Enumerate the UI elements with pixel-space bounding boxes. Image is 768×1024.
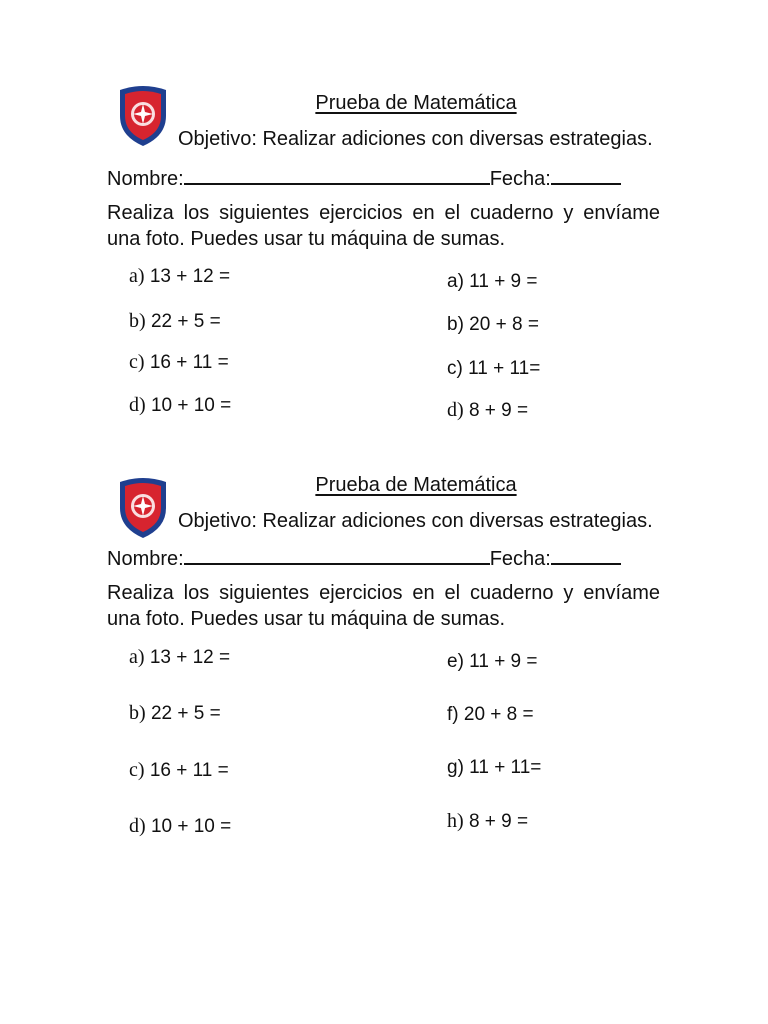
test-title: Prueba de Matemática [315, 474, 517, 496]
exercise-right-1: e) 11 + 9 = [447, 651, 538, 672]
name-blank[interactable] [184, 165, 490, 185]
name-label: Nombre: [107, 548, 184, 570]
exercise-right-1: a) 11 + 9 = [447, 271, 538, 292]
exercise-right-2: f) 20 + 8 = [447, 704, 534, 725]
exercise-left-1: a) 13 + 12 = [129, 265, 231, 287]
exercise-left-2: b) 22 + 5 = [129, 310, 221, 332]
exercise-left-2: b) 22 + 5 = [129, 702, 221, 724]
exercise-left-4: d) 10 + 10 = [129, 815, 232, 837]
name-date-line [107, 165, 621, 191]
objective-text: Objetivo: Realizar adiciones con diversas estrategias. [178, 128, 653, 150]
name-date-line [107, 545, 621, 571]
exercise-left-4: d) 10 + 10 = [129, 394, 232, 416]
exercise-left-1: a) 13 + 12 = [129, 646, 231, 668]
test-title: Prueba de Matemática [315, 92, 517, 114]
exercise-right-4: h) 8 + 9 = [447, 810, 529, 832]
exercise-left-3: c) 16 + 11 = [129, 351, 229, 373]
exercise-left-3: c) 16 + 11 = [129, 759, 229, 781]
exercise-right-3: g) 11 + 11= [447, 757, 542, 778]
name-label: Nombre: [107, 168, 184, 190]
date-label: Fecha: [489, 548, 551, 570]
exercise-right-2: b) 20 + 8 = [447, 314, 539, 335]
instructions-text: Realiza los siguientes ejercicios en el cuaderno y envíame una foto. Puedes usar tu máquina de sumas. [107, 582, 660, 630]
exercise-right-3: c) 11 + 11= [447, 358, 541, 379]
objective-text: Objetivo: Realizar adiciones con diversas estrategias. [178, 510, 653, 532]
exercise-right-4: d) 8 + 9 = [447, 399, 529, 421]
date-blank[interactable] [551, 165, 621, 185]
date-blank[interactable] [551, 545, 621, 565]
instructions-text: Realiza los siguientes ejercicios en el cuaderno y envíame una foto. Puedes usar tu máquina de sumas. [107, 202, 660, 250]
date-label: Fecha: [489, 168, 551, 190]
name-blank[interactable] [184, 545, 490, 565]
